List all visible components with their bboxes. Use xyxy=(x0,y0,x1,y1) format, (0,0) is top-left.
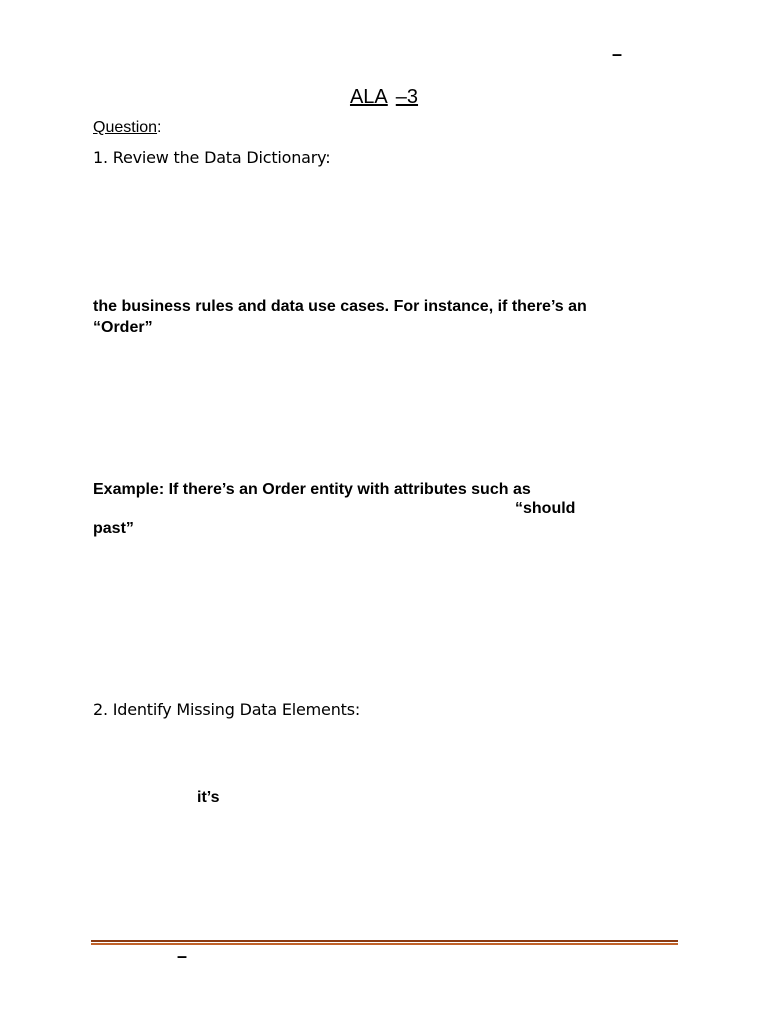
footer-dash: – xyxy=(177,946,188,966)
section-heading-1: 1. Review the Data Dictionary: xyxy=(93,148,331,167)
fragment-its: it’s xyxy=(197,789,220,806)
title-number: –3 xyxy=(395,86,419,108)
example-line-1: Example: If there’s an Order entity with attributes such as xyxy=(93,481,531,498)
section-heading-2: 2. Identify Missing Data Elements: xyxy=(93,700,361,719)
example-line-2: “should xyxy=(515,500,576,517)
footer-rule xyxy=(91,940,678,945)
question-label xyxy=(93,119,162,137)
page-title xyxy=(0,86,768,109)
title-ala: ALA xyxy=(349,86,388,108)
example-line-3: past” xyxy=(93,520,134,537)
paragraph-1-line-1: the business rules and data use cases. For instance, if there’s an xyxy=(93,298,587,315)
header-dash: – xyxy=(612,44,623,64)
question-label-text: Question xyxy=(93,119,158,136)
paragraph-1-line-2: “Order” xyxy=(93,319,153,336)
question-label-colon: : xyxy=(157,119,162,136)
